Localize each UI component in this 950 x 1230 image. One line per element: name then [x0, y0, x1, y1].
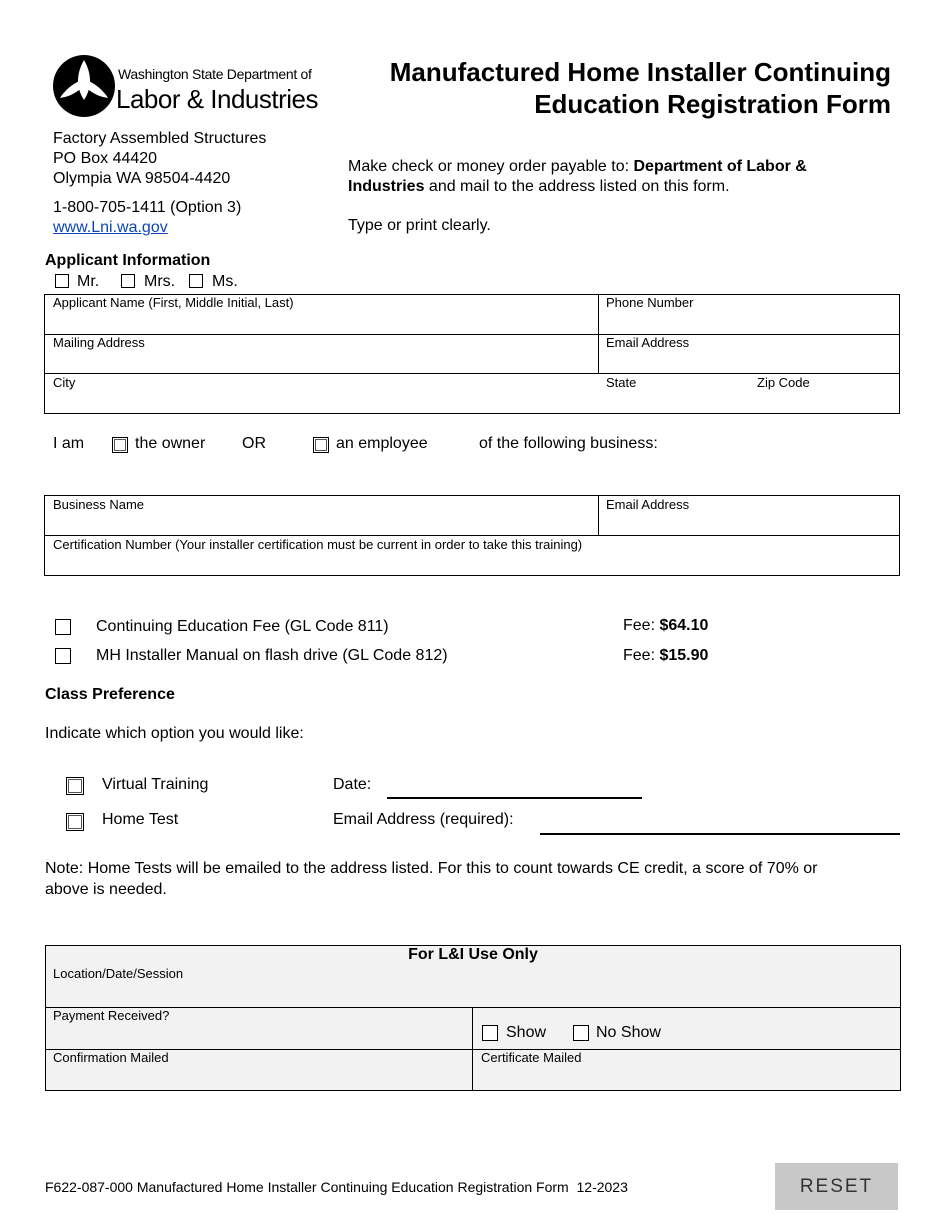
zip-field[interactable]: Zip Code [757, 375, 810, 390]
checkbox-manual-fee[interactable] [55, 648, 71, 664]
logo-line1: Washington State Department of [118, 66, 312, 82]
label-mr: Mr. [77, 273, 100, 290]
address-line3: Olympia WA 98504-4420 [53, 170, 231, 187]
ce-fee-amount [623, 617, 708, 635]
city-field[interactable]: City [53, 375, 76, 390]
pay-suffix: and mail to the address listed on this form. [424, 178, 730, 195]
checkbox-mrs[interactable] [121, 274, 135, 288]
show-label: Show [506, 1024, 547, 1041]
location-date-session-field[interactable]: Location/Date/Session [53, 966, 184, 981]
payment-instructions [348, 157, 868, 236]
manual-fee-label: MH Installer Manual on flash drive (GL Code 812) [96, 647, 448, 664]
certification-number-field[interactable]: Certification Number (Your installer certification must be current in order to take this training) [53, 537, 583, 552]
office-use-title: For L&I Use Only [408, 946, 538, 963]
checkbox-owner[interactable] [112, 437, 128, 453]
home-test-label: Home Test [102, 811, 179, 828]
certificate-mailed-field[interactable]: Certificate Mailed [481, 1050, 582, 1065]
website-link[interactable]: www.Lni.wa.gov [53, 219, 168, 236]
checkbox-no-show[interactable] [573, 1025, 589, 1041]
virtual-training-label: Virtual Training [102, 776, 209, 793]
mailing-address-block [53, 129, 266, 238]
form-identifier: F622-087-000 Manufactured Home Installer Continuing Education Registration Form 12-2023 [45, 1179, 628, 1195]
manual-fee-amount [623, 647, 708, 665]
reset-button[interactable]: RESET [775, 1163, 898, 1210]
confirmation-mailed-field[interactable]: Confirmation Mailed [53, 1050, 169, 1065]
applicant-heading: Applicant Information [45, 252, 211, 269]
required-email-label: Email Address (required): [333, 811, 514, 828]
manual-fee-prefix: Fee: [623, 647, 660, 664]
or-label: OR [242, 435, 266, 452]
applicant-name-field[interactable]: Applicant Name (First, Middle Initial, Last) [53, 295, 294, 310]
label-mrs: Mrs. [144, 273, 176, 290]
label-ms: Ms. [212, 273, 238, 290]
state-field[interactable]: State [606, 375, 637, 390]
address-line1: Factory Assembled Structures [53, 130, 267, 147]
page-title [390, 56, 891, 120]
note-line1: Note: Home Tests will be emailed to the address listed. For this to count towards CE credit, a score of 70% or [45, 860, 818, 877]
title-line1: Manufactured Home Installer Continuing [389, 57, 891, 87]
pay-bold2: Industries [348, 178, 425, 195]
checkbox-mr[interactable] [55, 274, 69, 288]
email-field[interactable]: Email Address [606, 335, 690, 350]
checkbox-show[interactable] [482, 1025, 498, 1041]
required-email-input-line[interactable] [540, 833, 900, 835]
checkbox-ce-fee[interactable] [55, 619, 71, 635]
agency-logo [52, 54, 322, 120]
applicant-info-table [44, 294, 900, 414]
ce-fee-label: Continuing Education Fee (GL Code 811) [96, 618, 389, 635]
lni-logo-icon [52, 54, 116, 118]
ce-fee-prefix: Fee: [623, 617, 660, 634]
ce-fee-value: $64.10 [659, 617, 709, 634]
employee-label: an employee [336, 435, 428, 452]
business-email-field[interactable]: Email Address [606, 497, 690, 512]
business-suffix: of the following business: [479, 435, 658, 452]
note-line2: above is needed. [45, 881, 167, 898]
address-line2: PO Box 44420 [53, 150, 158, 167]
pay-prefix: Make check or money order payable to: [348, 158, 634, 175]
no-show-label: No Show [596, 1024, 661, 1041]
logo-line2: Labor & Industries [116, 84, 319, 114]
checkbox-ms[interactable] [189, 274, 203, 288]
pay-bold1: Department of Labor & [633, 158, 807, 175]
i-am-label: I am [53, 435, 85, 452]
class-preference-instruction: Indicate which option you would like: [45, 725, 304, 742]
manual-fee-value: $15.90 [659, 647, 709, 664]
print-instruction: Type or print clearly. [348, 217, 491, 234]
checkbox-employee[interactable] [313, 437, 329, 453]
class-preference-heading: Class Preference [45, 686, 175, 703]
business-name-field[interactable]: Business Name [53, 497, 145, 512]
mailing-address-field[interactable]: Mailing Address [53, 335, 145, 350]
owner-label: the owner [135, 435, 206, 452]
date-input-line[interactable] [387, 797, 642, 799]
date-label: Date: [333, 776, 372, 793]
checkbox-virtual-training[interactable] [66, 777, 84, 795]
home-test-note [45, 858, 925, 900]
title-line2: Education Registration Form [534, 89, 891, 119]
phone-field[interactable]: Phone Number [606, 295, 694, 310]
checkbox-home-test[interactable] [66, 813, 84, 831]
phone-number: 1-800-705-1411 (Option 3) [53, 199, 242, 216]
payment-received-field[interactable]: Payment Received? [53, 1008, 170, 1023]
